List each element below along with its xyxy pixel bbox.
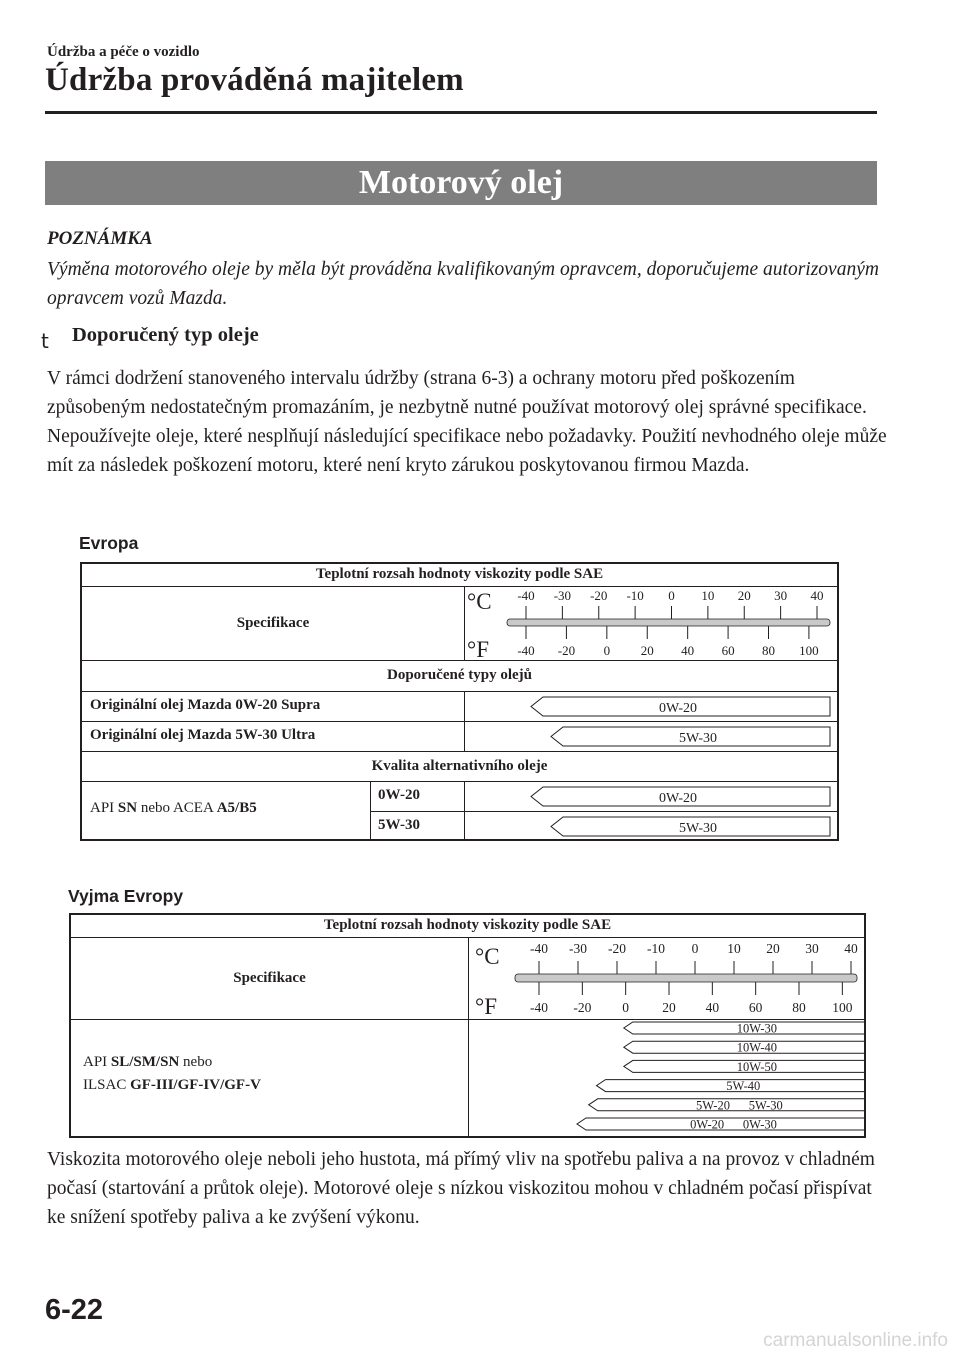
svg-text:0W-20: 0W-20 (658, 791, 698, 806)
table-header: Teplotní rozsah hodnoty viskozity podle SAE (315, 566, 604, 582)
watermark: carmanualsonline.info (763, 1330, 948, 1351)
scale-bar (515, 974, 857, 982)
grade-arrow-0w-20 (465, 692, 837, 721)
celsius-tick-label: 30 (805, 941, 819, 956)
celsius-tick-label: -40 (530, 941, 548, 956)
celsius-tick-label: -30 (553, 588, 572, 603)
fahrenheit-symbol: °F (467, 637, 489, 660)
region-label-europe: Evropa (79, 533, 139, 553)
alt-grade: 5W-30 (378, 817, 420, 833)
fahrenheit-tick-label: -40 (517, 643, 535, 658)
spec-label: Specifikace (236, 615, 310, 631)
spec-label: Specifikace (233, 970, 306, 986)
note-heading: POZNÁMKA (47, 228, 153, 249)
page-number: 6-22 (45, 1294, 104, 1326)
region-label-non-europe: Vyjma Evropy (68, 886, 184, 906)
celsius-tick-label: 40 (844, 941, 858, 956)
fahrenheit-tick-label: 0 (622, 1000, 630, 1015)
alt-spec: API SN nebo ACEA A5/B5 (90, 800, 257, 816)
celsius-tick-label: -20 (590, 588, 608, 603)
celsius-tick-label: -10 (626, 588, 644, 603)
celsius-tick-label: -40 (517, 588, 535, 603)
viscosity-table-non-europe (69, 913, 866, 1138)
grade-label: 10W-40 (736, 1040, 778, 1055)
fahrenheit-tick-label: 80 (792, 1000, 806, 1015)
grade-label: 10W-30 (736, 1021, 778, 1036)
celsius-tick-label: 0 (668, 588, 675, 603)
celsius-tick-label: 10 (727, 941, 741, 956)
svg-text:5W-30: 5W-30 (678, 731, 718, 746)
svg-text:5W-30: 5W-30 (678, 821, 718, 836)
recommended-header: Doporučené typy olejů (387, 667, 532, 683)
celsius-tick-label: 40 (810, 588, 824, 603)
grade-arrow-5w-30 (465, 812, 837, 840)
table-header: Teplotní rozsah hodnoty viskozity podle SAE (323, 917, 612, 933)
celsius-tick-label: -20 (608, 941, 626, 956)
subsection-marker: t (41, 329, 49, 353)
celsius-tick-label: -30 (569, 941, 587, 956)
fahrenheit-tick-label: 40 (705, 1000, 720, 1015)
grade-arrow-0w-20 (465, 782, 837, 811)
alt-grade: 0W-20 (378, 787, 420, 803)
fahrenheit-tick-label: 100 (799, 643, 819, 658)
alt-oil-header: Kvalita alternativního oleje (371, 758, 548, 774)
grade-arrow-5w-30 (465, 722, 837, 751)
closing-paragraph: Viskozita motorového oleje neboli jeho hustota, má přímý vliv na spotřebu paliva a na provoz v chladném počasí (startování a průtok oleje). Motorové oleje s nízkou viskozitou mohou v chladném počasí přispívat ke snížení spotřeby paliva a ke zvýšení výkonu. (47, 1149, 875, 1228)
oil-name: Originální olej Mazda 0W-20 Supra (90, 697, 321, 713)
celsius-tick-label: 0 (691, 941, 699, 956)
scale-bar (507, 619, 830, 626)
fahrenheit-tick-label: 20 (662, 1000, 676, 1015)
fahrenheit-tick-label: 60 (748, 1000, 763, 1015)
viscosity-table-europe (80, 562, 839, 841)
celsius-symbol: °C (467, 589, 492, 614)
chapter-title: Údržba prováděná majitelem (45, 62, 464, 98)
celsius-tick-label: 20 (737, 588, 751, 603)
fahrenheit-symbol: °F (475, 994, 497, 1019)
fahrenheit-tick-label: 100 (832, 1000, 853, 1015)
celsius-tick-label: 10 (701, 588, 715, 603)
breadcrumb: Údržba a péče o vozidlo (47, 44, 200, 60)
section-title: Motorový olej (45, 161, 877, 205)
spec-line-2: ILSAC GF-III/GF-IV/GF-V (83, 1077, 261, 1093)
grade-label: 0W-20 0W-30 (690, 1117, 777, 1132)
celsius-symbol: °C (475, 944, 500, 969)
grade-label: 5W-40 (726, 1079, 761, 1094)
temperature-scale (465, 587, 837, 660)
grade-label: 5W-20 5W-30 (695, 1098, 783, 1113)
fahrenheit-tick-label: -40 (530, 1000, 548, 1015)
temperature-scale (469, 938, 864, 1019)
fahrenheit-tick-label: 60 (721, 643, 735, 658)
grade-label: 10W-50 (736, 1059, 778, 1074)
celsius-tick-label: 20 (766, 941, 780, 956)
fahrenheit-tick-label: 0 (603, 643, 611, 658)
fahrenheit-tick-label: 40 (681, 643, 695, 658)
celsius-tick-label: -10 (647, 941, 665, 956)
note-text: Výměna motorového oleje by měla být prováděna kvalifikovaným opravcem, doporučujeme autorizovaným opravcem vozů Mazda. (47, 259, 879, 309)
viscosity-grade-arrows (469, 1020, 864, 1136)
spec-line-1: API SL/SM/SN nebo (83, 1054, 213, 1070)
fahrenheit-tick-label: -20 (573, 1000, 592, 1015)
oil-name: Originální olej Mazda 5W-30 Ultra (90, 727, 316, 743)
celsius-tick-label: 30 (774, 588, 788, 603)
intro-paragraph: V rámci dodržení stanoveného intervalu údržby (strana 6-3) a ochrany motoru před poškozením způsobeným nedostatečným promazáním, je nezbytně nutné používat motorový olej správné specifikace. Nepoužívejte oleje, které nesplňují následující specifikace nebo požadavky. Použití nevhodného oleje může mít za následek poškození motoru, které není kryto zárukou poskytovanou firmou Mazda. (47, 368, 887, 476)
subsection-title: Doporučený typ oleje (72, 324, 259, 346)
fahrenheit-tick-label: 20 (640, 643, 654, 658)
fahrenheit-tick-label: -20 (557, 643, 576, 658)
header-rule (45, 111, 877, 114)
svg-text:0W-20: 0W-20 (658, 701, 698, 716)
fahrenheit-tick-label: 80 (762, 643, 775, 658)
